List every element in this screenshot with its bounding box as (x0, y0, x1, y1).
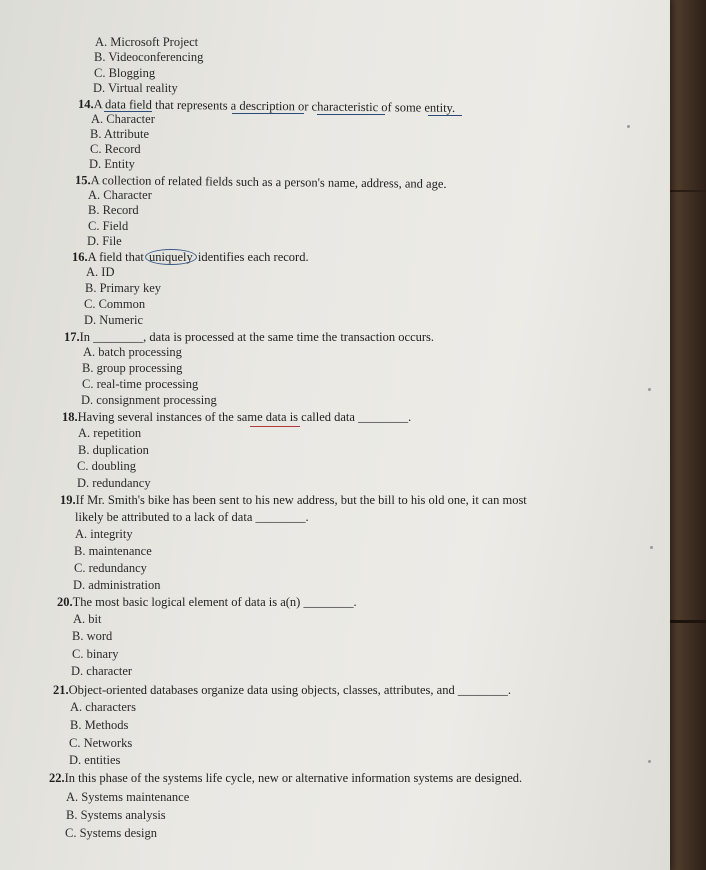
ink-underline (317, 113, 385, 115)
question-text-before: A field that (87, 250, 147, 264)
paper-mark (650, 546, 653, 549)
option-16c: C. Common (84, 297, 146, 311)
option-16b: B. Primary key (85, 281, 162, 295)
question-number: 19. (60, 493, 76, 507)
question-18 (62, 410, 411, 424)
question-number: 14. (77, 97, 94, 112)
question-number: 16. (72, 250, 88, 264)
option-19c: C. redundancy (74, 561, 147, 575)
option-17b: B. group processing (82, 361, 183, 375)
option-14a: A. Character (91, 112, 155, 126)
option-18a: A. repetition (78, 426, 142, 440)
option-18c: C. doubling (77, 459, 137, 473)
option-21b: B. Methods (70, 718, 129, 732)
option-19b: B. maintenance (74, 544, 152, 558)
option-14b: B. Attribute (90, 127, 150, 141)
option-17a: A. batch processing (83, 345, 182, 359)
option-13d: D. Virtual reality (93, 81, 178, 95)
question-text: In ________, data is processed at the same time the transaction occurs. (79, 330, 435, 344)
question-number: 20. (57, 595, 73, 609)
question-text: Object-oriented databases organize data using objects, classes, attributes, and ________. (68, 683, 511, 697)
option-22a: A. Systems maintenance (66, 790, 190, 804)
option-20a: A. bit (73, 612, 102, 626)
option-17c: C. real-time processing (82, 377, 199, 391)
option-20d: D. character (71, 664, 133, 678)
option-21d: D. entities (69, 753, 121, 767)
question-text-after: identifies each record. (194, 250, 309, 264)
option-20c: C. binary (72, 647, 119, 661)
option-22b: B. Systems analysis (66, 808, 166, 822)
option-22c: C. Systems design (65, 826, 158, 840)
question-19 (60, 493, 527, 507)
option-21a: A. characters (70, 700, 136, 714)
ink-underline (428, 114, 462, 116)
paper-mark (627, 125, 630, 128)
option-15b: B. Record (88, 203, 139, 217)
option-14d: D. Entity (89, 157, 135, 171)
option-20b: B. word (72, 629, 113, 643)
option-19d: D. administration (73, 578, 161, 592)
question-number: 17. (64, 330, 80, 344)
paper-mark (648, 388, 651, 391)
question-text: A data field that represents a description or characteristic of some entity. (93, 97, 456, 115)
question-16 (72, 250, 309, 264)
question-22 (49, 771, 522, 785)
option-19a: A. integrity (75, 527, 133, 541)
question-number: 21. (53, 683, 69, 697)
question-text: The most basic logical element of data is a(n) ________. (72, 595, 357, 609)
option-21c: C. Networks (69, 736, 133, 750)
option-17d: D. consignment processing (81, 393, 217, 407)
question-text: In this phase of the systems life cycle, new or alternative information systems are designed. (64, 771, 523, 785)
option-16a: A. ID (86, 265, 115, 279)
option-13c: C. Blogging (94, 66, 156, 80)
question-text: A collection of related fields such as a person's name, address, and age. (90, 173, 447, 191)
paper-mark (648, 760, 651, 763)
option-16d: D. Numeric (84, 313, 144, 327)
option-18d: D. redundancy (77, 476, 151, 490)
question-text: Having several instances of the same data is called data ________. (77, 410, 412, 424)
ink-underline (232, 112, 304, 114)
option-13b: B. Videoconferencing (94, 50, 204, 64)
question-21 (53, 683, 511, 697)
ink-underline (104, 110, 152, 112)
option-15d: D. File (87, 234, 122, 248)
question-number: 15. (74, 173, 91, 188)
question-number: 22. (49, 771, 65, 785)
question-19-continued: likely be attributed to a lack of data ________. (75, 510, 309, 524)
ink-underline (250, 426, 300, 427)
option-15a: A. Character (88, 188, 152, 202)
circled-word: uniquely (145, 249, 197, 265)
question-20 (57, 595, 357, 609)
question-17 (64, 330, 434, 344)
option-18b: B. duplication (78, 443, 149, 457)
question-number: 18. (62, 410, 78, 424)
option-15c: C. Field (88, 219, 129, 233)
option-14c: C. Record (90, 142, 141, 156)
option-13a: A. Microsoft Project (95, 35, 199, 49)
question-text: If Mr. Smith's bike has been sent to his new address, but the bill to his old one, it can most (75, 493, 527, 507)
